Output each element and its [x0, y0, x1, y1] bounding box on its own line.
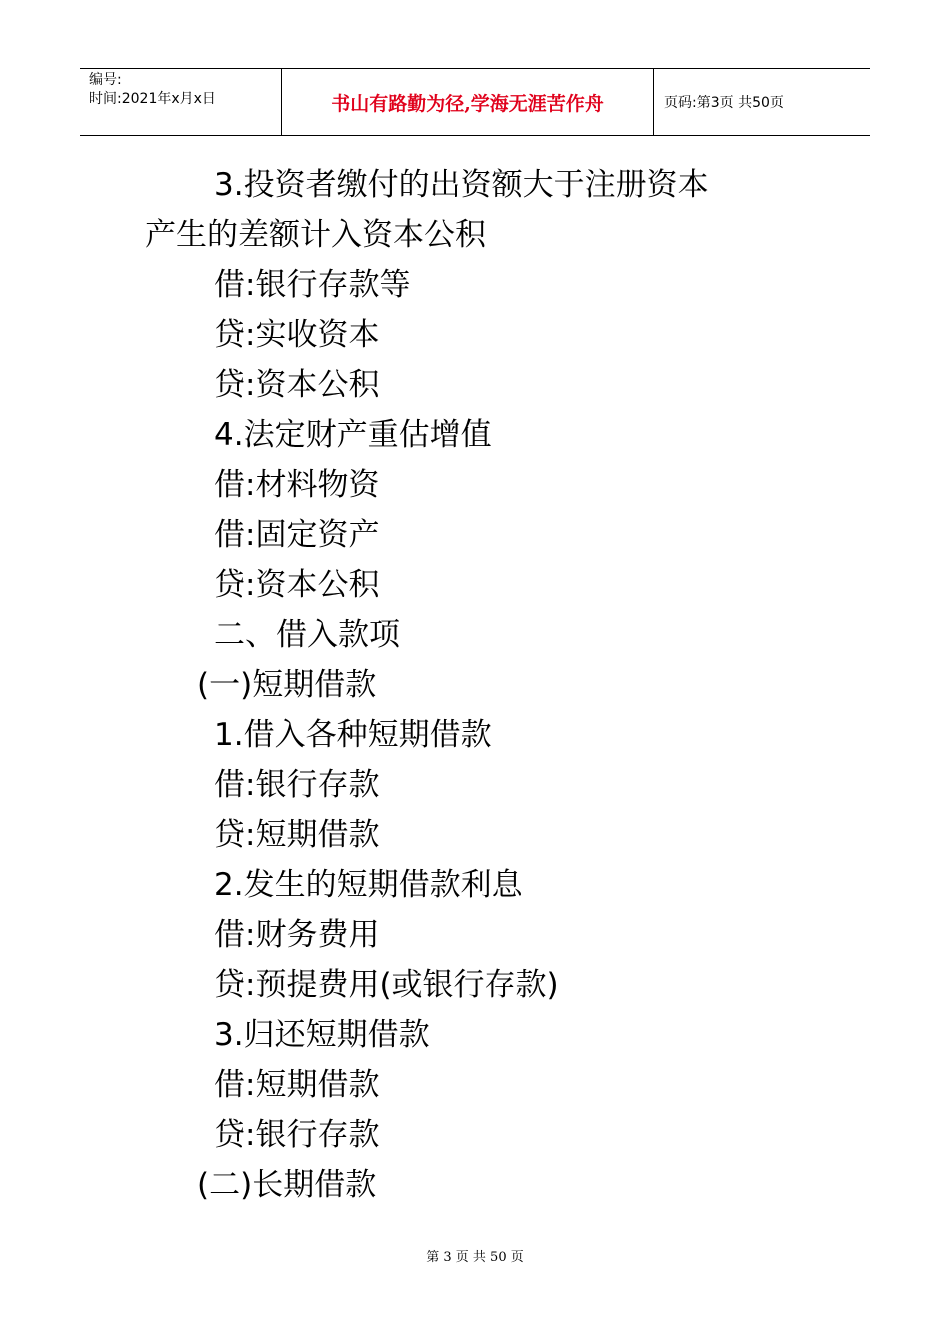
body-line: 借:财务费用 [214, 917, 380, 953]
body-line: 贷:短期借款 [214, 817, 380, 853]
subsection-heading: (一)短期借款 [197, 667, 377, 703]
document-body [145, 160, 805, 1210]
document-number-label: 编号: [89, 72, 122, 88]
body-line: 借:固定资产 [214, 517, 380, 553]
body-line: 2.发生的短期借款利息 [214, 867, 523, 903]
header-motto-cell [282, 69, 654, 135]
footer-page-number: 第 3 页 共 50 页 [426, 1250, 524, 1265]
header-motto: 书山有路勤为径,学海无涯苦作舟 [331, 92, 604, 115]
header-page-cell [654, 69, 870, 135]
body-line: 贷:银行存款 [214, 1117, 380, 1153]
body-line: 4.法定财产重估增值 [214, 417, 492, 453]
body-line: 贷:资本公积 [214, 367, 380, 403]
body-line: 3.投资者缴付的出资额大于注册资本 [214, 167, 709, 203]
page-header [80, 68, 870, 136]
body-line: 借:短期借款 [214, 1067, 380, 1103]
header-meta-cell [80, 69, 282, 135]
body-line: 贷:预提费用(或银行存款) [214, 967, 559, 1003]
section-heading: 二、借入款项 [214, 617, 400, 653]
body-line: 借:银行存款等 [214, 267, 411, 303]
body-line: 贷:资本公积 [214, 567, 380, 603]
subsection-heading: (二)长期借款 [197, 1167, 377, 1203]
body-line: 借:材料物资 [214, 467, 380, 503]
body-line: 3.归还短期借款 [214, 1017, 430, 1053]
page-footer [0, 1246, 950, 1265]
body-line: 借:银行存款 [214, 767, 380, 803]
header-page-info: 页码:第3页 共50页 [664, 95, 784, 111]
body-line: 贷:实收资本 [214, 317, 380, 353]
body-line: 1.借入各种短期借款 [214, 717, 492, 753]
body-line: 产生的差额计入资本公积 [145, 217, 486, 253]
document-date-label: 时间:2021年x月x日 [89, 91, 216, 107]
